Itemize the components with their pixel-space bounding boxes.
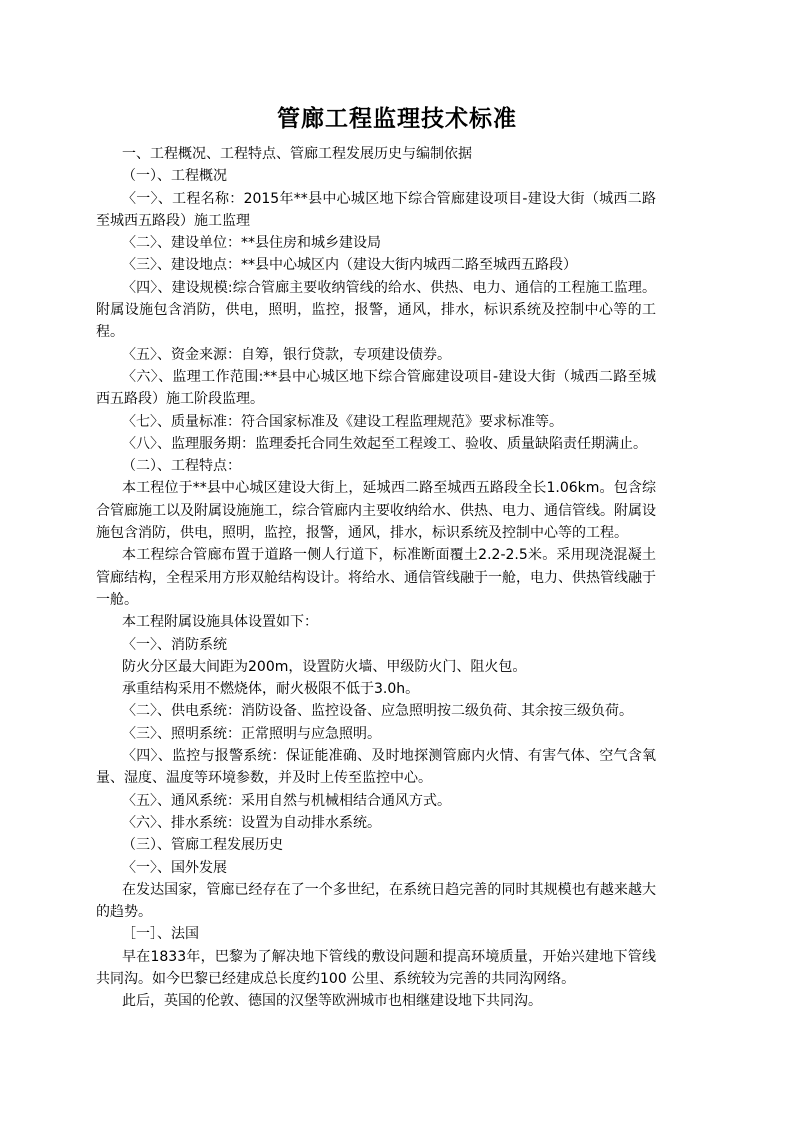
paragraph: 〈一〉、国外发展 xyxy=(122,859,227,876)
paragraph: 本工程附属设施具体设置如下： xyxy=(122,614,318,631)
paragraph: 〈七〉、质量标准：符合国家标准及《建设工程监理规范》要求标准等。 xyxy=(122,413,563,430)
paragraph: 本工程综合管廊布置于道路一侧人行道下，标准断面覆土2.2-2.5米。采用现浇混凝土管廊结构，全程采用方形双舱结构设计。将给水、通信管线融于一舱，电力、供热管线融于一舱。 xyxy=(96,547,656,608)
paragraph: 〈六〉、排水系统：设置为自动排水系统。 xyxy=(122,814,381,831)
paragraph: 防火分区最大间距为200m，设置防火墙、甲级防火门、阻火包。 xyxy=(122,658,527,675)
document-title: 管廊工程监理技术标准 xyxy=(277,105,517,132)
paragraph: 〈四〉、建设规模:综合管廊主要收纳管线的给水、供热、电力、通信的工程施工监理。附属设施包含消防，供电，照明，监控，报警，通风，排水，标识系统及控制中心等的工程。 xyxy=(96,279,656,341)
paragraph: 此后，英国的伦敦、德国的汉堡等欧洲城市也相继建设地下共同沟。 xyxy=(122,993,542,1010)
paragraph: 本工程位于**县中心城区建设大街上，延城西二路至城西五路段全长1.06km。包含综合管廊施工以及附属设施施工，综合管廊内主要收纳给水、供热、电力、通信管线。附属设施包含消防，供电，照明，监控，报警，通风，排水，标识系统及控制中心等的工程。 xyxy=(96,480,656,542)
paragraph: 〈六〉、监理工作范围:**县中心城区地下综合管廊建设项目-建设大街（城西二路至城西五路段）施工阶段监理。 xyxy=(96,368,656,408)
paragraph: 〈五〉、资金来源：自筹，银行贷款，专项建设债券。 xyxy=(122,346,451,363)
paragraph: （二）、工程特点： xyxy=(122,458,241,475)
paragraph: 〈五〉、通风系统：采用自然与机械相结合通风方式。 xyxy=(122,792,451,809)
paragraph: 〈一〉、消防系统 xyxy=(122,636,227,653)
paragraph: 早在1833年，巴黎为了解决地下管线的敷设问题和提高环境质量，开始兴建地下管线共同沟。如今巴黎已经建成总长度约100 公里、系统较为完善的共同沟网络。 xyxy=(96,948,656,987)
paragraph: 〈三〉、照明系统：正常照明与应急照明。 xyxy=(122,725,381,742)
paragraph: ［一］、法国 xyxy=(122,926,199,943)
paragraph: 在发达国家，管廊已经存在了一个多世纪，在系统日趋完善的同时其规模也有越来越大的趋势。 xyxy=(96,881,656,921)
paragraph: （三）、管廊工程发展历史 xyxy=(122,837,283,854)
paragraph: 〈四〉、监控与报警系统：保证能准确、及时地探测管廊内火情、有害气体、空气含氧量、湿度、温度等环境参数，并及时上传至监控中心。 xyxy=(96,748,656,787)
paragraph: 〈三〉、建设地点：**县中心城区内（建设大街内城西二路至城西五路段） xyxy=(122,257,577,274)
paragraph: 一、工程概况、工程特点、管廊工程发展历史与编制依据 xyxy=(122,146,472,162)
paragraph: 〈二〉、建设单位：**县住房和城乡建设局 xyxy=(122,235,381,252)
document-body xyxy=(96,143,656,1013)
paragraph: （一）、工程概况 xyxy=(122,168,227,185)
paragraph: 承重结构采用不燃烧体，耐火极限不低于3.0h。 xyxy=(122,681,420,698)
paragraph: 〈八〉、监理服务期：监理委托合同生效起至工程竣工、验收、质量缺陷责任期满止。 xyxy=(122,435,647,452)
paragraph: 〈二〉、供电系统：消防设备、监控设备、应急照明按二级负荷、其余按三级负荷。 xyxy=(122,703,633,720)
paragraph: 〈一〉、工程名称：2015年**县中心城区地下综合管廊建设项目-建设大街（城西二路至城西五路段）施工监理 xyxy=(96,190,656,229)
